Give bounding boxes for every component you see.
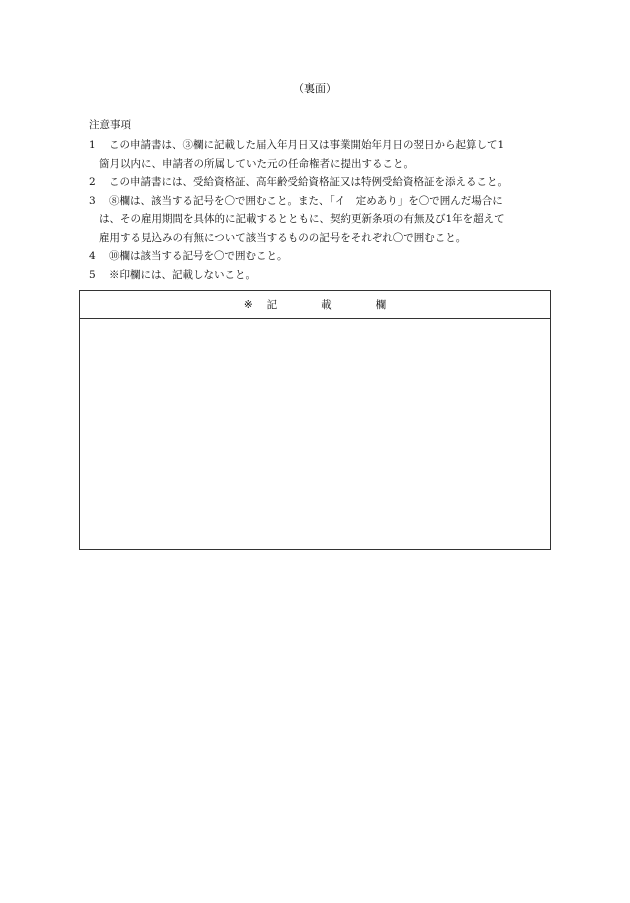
notes-heading: 注意事項 — [89, 119, 131, 131]
note-item — [89, 136, 559, 173]
note-line: ⑧欄は、該当する記号を〇で囲むこと。また、「イ 定めあり」を〇で囲んだ場合に — [109, 194, 503, 207]
note-number: 3 — [89, 194, 96, 207]
note-item — [89, 173, 559, 192]
note-item — [89, 266, 559, 285]
note-number: 4 — [89, 250, 96, 262]
note-line: ※印欄には、記載しないこと。 — [109, 268, 256, 281]
record-header-char: 記 — [266, 299, 278, 311]
note-text — [109, 266, 559, 285]
record-box — [79, 290, 551, 550]
record-box-body — [80, 319, 550, 551]
kome-mark: ※ — [243, 298, 253, 311]
note-text — [109, 173, 559, 192]
note-line: 箇月以内に、申請者の所属していた元の任命権者に提出すること。 — [99, 157, 414, 170]
note-line: この申請書は、③欄に記載した届入年月日又は事業開始年月日の翌日から起算して1 — [109, 139, 505, 151]
record-header-char: 欄 — [375, 299, 387, 311]
record-header-char: 載 — [321, 299, 332, 311]
note-item — [89, 192, 559, 248]
note-line: は、その雇用期間を具体的に記載するとともに、契約更新条項の有無及び1年を超えて — [99, 213, 505, 225]
note-number: 5 — [89, 268, 96, 281]
record-box-header — [80, 291, 550, 319]
note-line: 雇用する見込みの有無について該当するものの記号をそれぞれ〇で囲むこと。 — [99, 231, 467, 244]
note-item — [89, 247, 559, 266]
note-text — [99, 136, 559, 173]
notes-list — [89, 136, 559, 284]
note-text — [109, 247, 559, 266]
note-number: 2 — [89, 176, 96, 188]
note-text — [99, 192, 559, 248]
note-number: 1 — [89, 139, 96, 151]
note-line: ⑩欄は該当する記号を〇で囲むこと。 — [109, 250, 288, 262]
note-line: この申請書には、受給資格証、高年齢受給資格証又は特例受給資格証を添えること。 — [109, 176, 508, 188]
page-heading: （裏面） — [293, 82, 337, 95]
